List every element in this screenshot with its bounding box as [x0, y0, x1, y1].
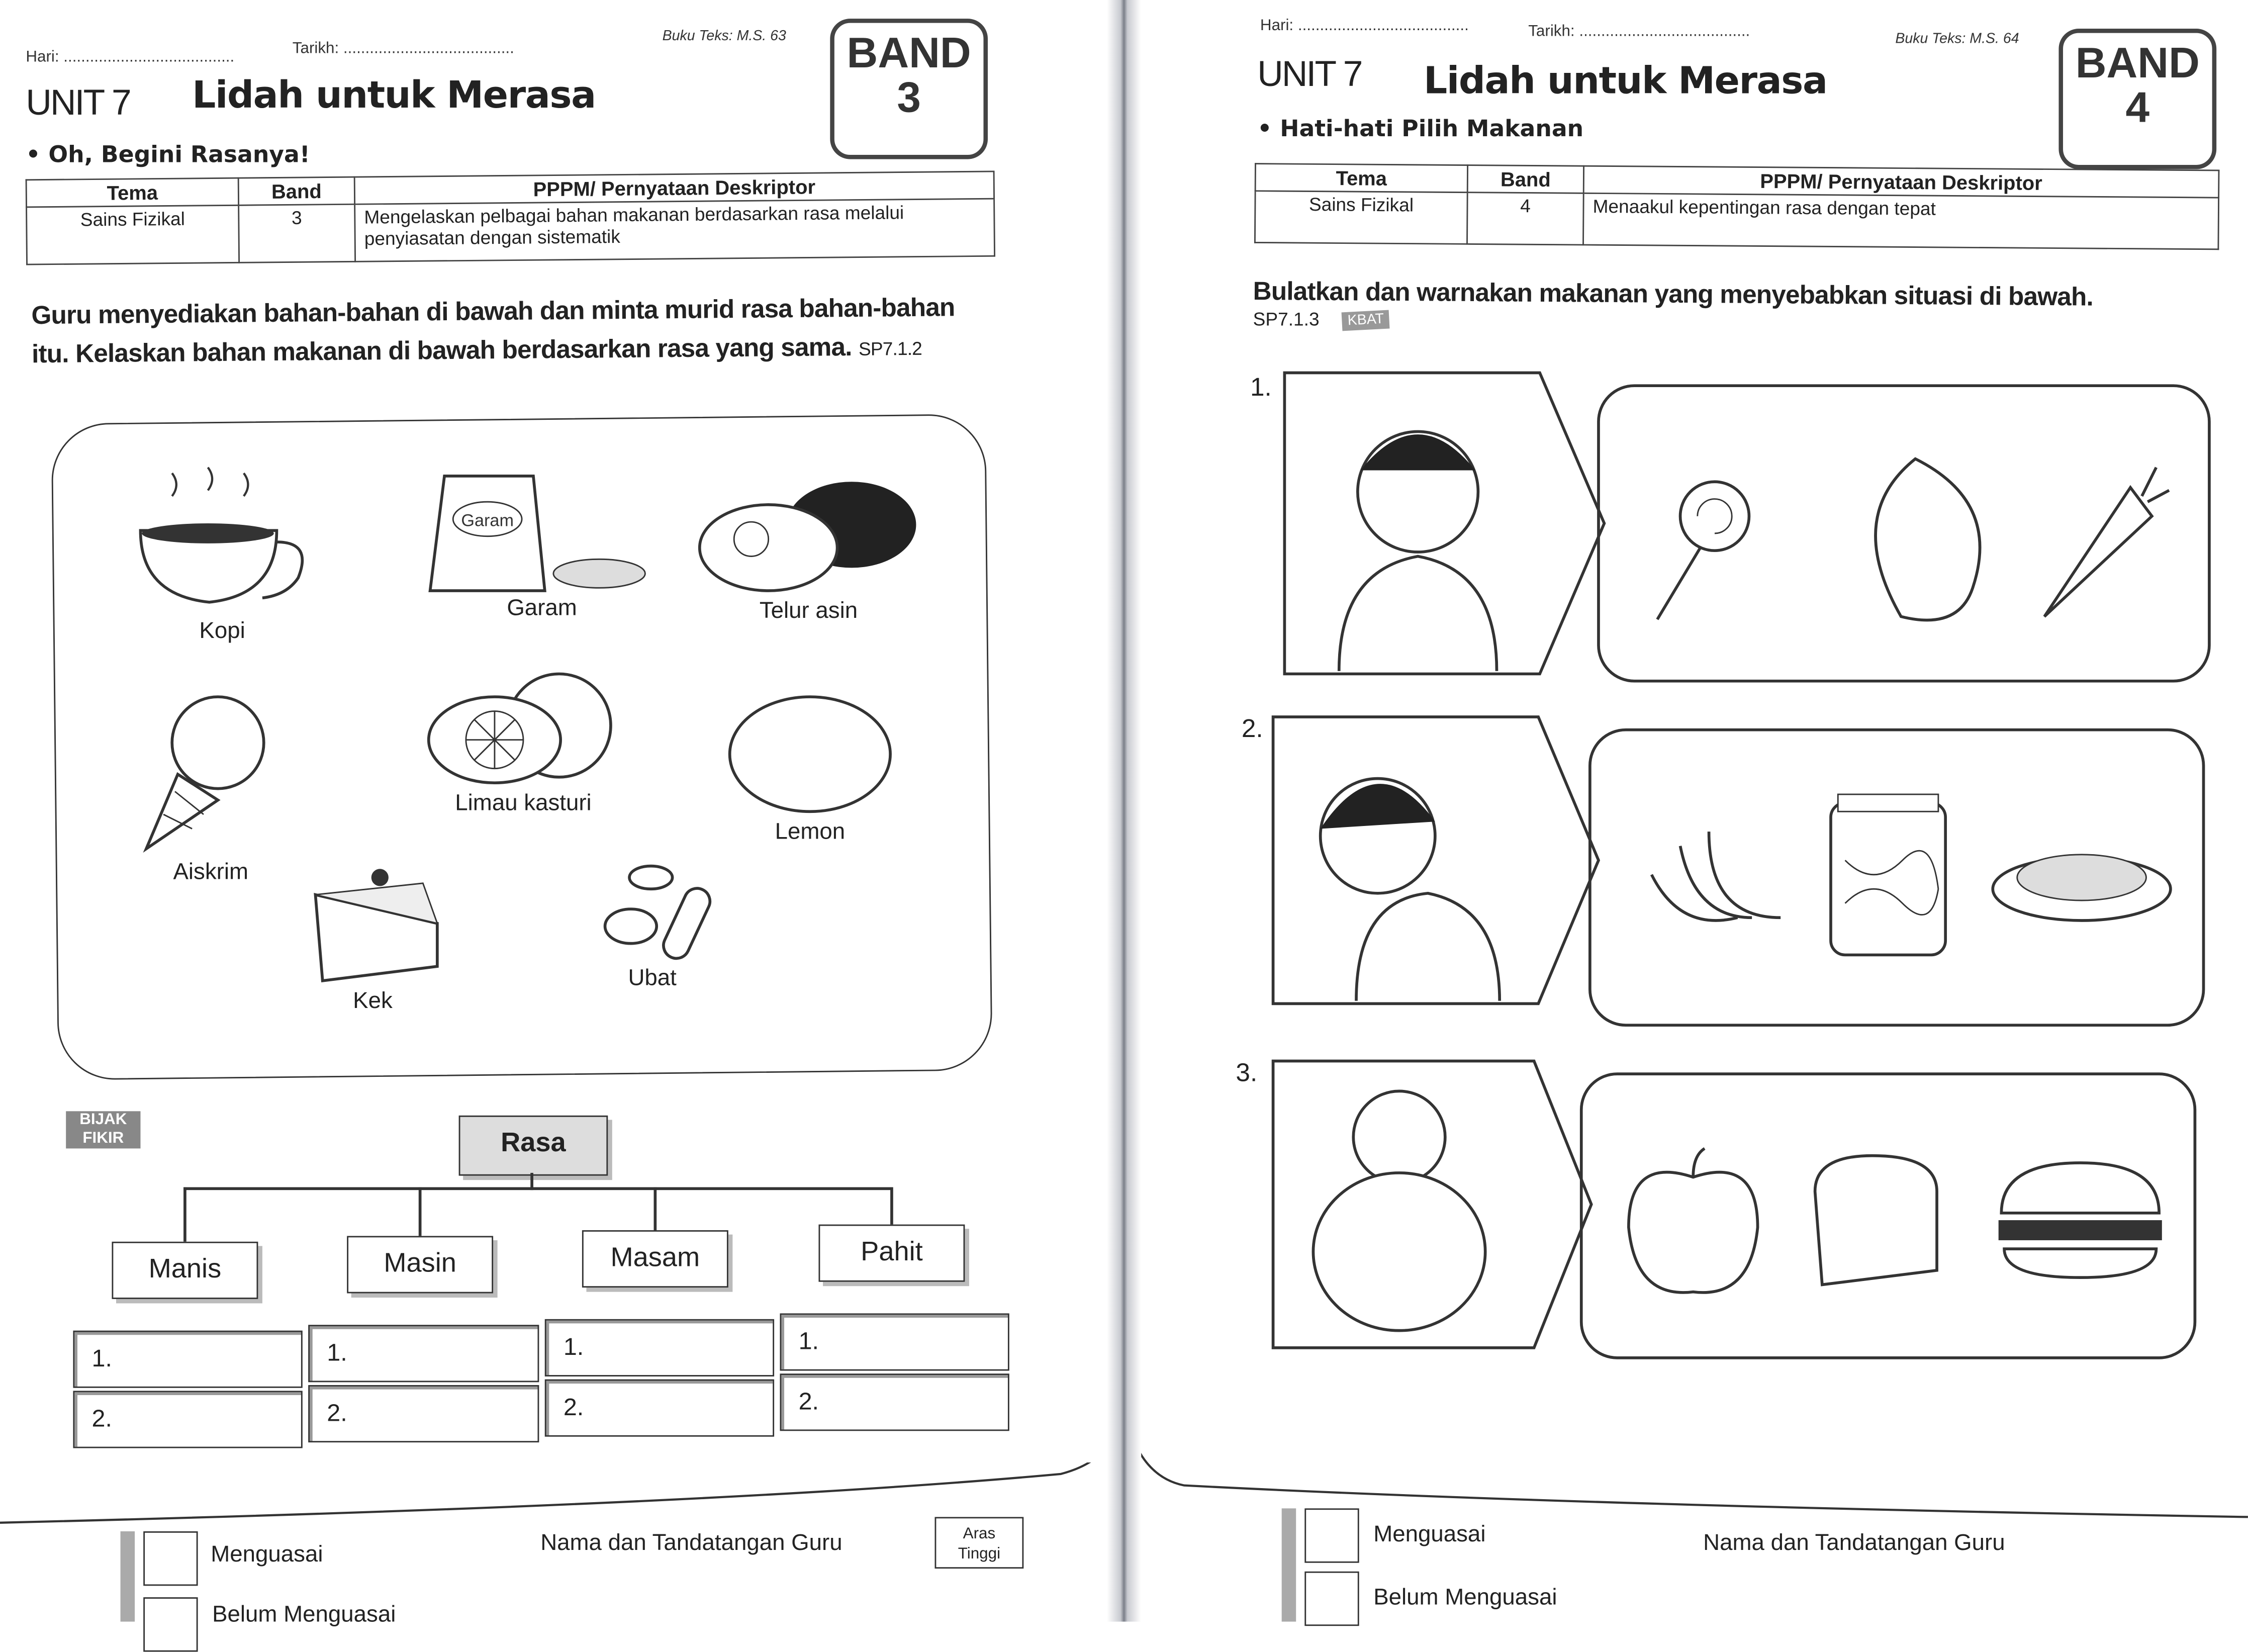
unit-label: UNIT 7 — [26, 83, 130, 124]
kbat-badge: KBAT — [1342, 310, 1390, 331]
answer-masin-1[interactable]: 1. — [308, 1325, 539, 1382]
mastered-label: Menguasai — [1373, 1522, 1486, 1547]
footer-bar — [121, 1531, 135, 1622]
cell-band: 3 — [239, 204, 355, 262]
category-masam: Masam — [582, 1230, 728, 1288]
textbook-reference: Buku Teks: M.S. 64 — [1895, 31, 2019, 48]
book-gutter — [1107, 0, 1141, 1622]
teacher-signature-label: Nama dan Tandatangan Guru — [1703, 1531, 2005, 1556]
food-label: Limau kasturi — [455, 791, 592, 816]
instruction-text: Guru menyediakan bahan-bahan di bawah dan minta murid rasa bahan-bahan itu. Kelaskan bahan makanan di bawah berdasarkan rasa yang sama. — [31, 293, 955, 369]
carrot-icon[interactable] — [2044, 468, 2169, 617]
aras-tinggi-badge — [935, 1517, 1024, 1569]
category-pahit: Pahit — [818, 1225, 965, 1282]
header-band: Band — [1467, 165, 1583, 194]
subtitle: • Hati-hati Pilih Makanan — [1257, 115, 1584, 142]
food-label: Ubat — [628, 966, 677, 991]
food-row-2 — [1623, 789, 2182, 961]
mastered-checkbox[interactable] — [1304, 1508, 1359, 1563]
not-mastered-label: Belum Menguasai — [1373, 1586, 1557, 1610]
cake-icon — [301, 866, 444, 987]
question-number: 1. — [1250, 373, 1272, 402]
header-tema: Tema — [1255, 164, 1467, 193]
cell-band: 4 — [1467, 193, 1583, 245]
answer-manis-1[interactable]: 1. — [73, 1331, 302, 1388]
lime-icon — [416, 668, 631, 789]
salt-bag-icon — [427, 462, 657, 593]
answer-manis-2[interactable]: 2. — [73, 1391, 302, 1448]
instruction: Bulatkan dan warnakan makanan yang menyebabkan situasi di bawah. — [1253, 277, 2094, 312]
cell-tema: Sains Fizikal — [1255, 191, 1467, 244]
food-telur-asin — [694, 473, 923, 625]
food-garam — [427, 462, 657, 622]
salt-bag-label: Garam — [461, 511, 514, 530]
hari-field[interactable]: Hari: ....................................... — [1260, 17, 1469, 35]
apple-icon[interactable] — [1629, 1148, 1758, 1292]
band-number: 3 — [897, 74, 921, 122]
sp-code: SP7.1.3 — [1253, 308, 1320, 330]
food-kek — [301, 866, 444, 1016]
food-label: Telur asin — [759, 599, 858, 624]
page-title: Lidah untuk Merasa — [1424, 60, 1827, 104]
hari-field[interactable]: Hari: ....................................... — [26, 48, 235, 66]
salted-egg-icon — [694, 473, 923, 596]
header-descriptor: PPPM/ Pernyataan Deskriptor — [1583, 166, 2219, 198]
tree-connector — [183, 1187, 892, 1190]
situation-stomachache — [1270, 714, 1606, 1006]
level-line: Aras — [963, 1525, 996, 1543]
food-kopi — [129, 459, 316, 646]
band-number: 4 — [2125, 84, 2150, 132]
coffee-cup-icon — [129, 459, 316, 617]
cell-descriptor: Menaakul kepentingan rasa dengan tepat — [1583, 193, 2218, 249]
pickle-jar-icon[interactable] — [1831, 794, 1945, 955]
tarikh-field[interactable]: Tarikh: ....................................... — [1528, 23, 1750, 40]
cell-tema: Sains Fizikal — [27, 205, 239, 264]
subtitle-text: Oh, Begini Rasanya! — [48, 140, 310, 168]
sp-code: SP7.1.2 — [858, 337, 922, 360]
descriptor-table — [26, 171, 995, 265]
burger-icon[interactable] — [1999, 1163, 2162, 1277]
bijak-fikir-badge — [66, 1111, 140, 1148]
answer-pahit-1[interactable]: 1. — [780, 1313, 1009, 1370]
tree-root-rasa: Rasa — [459, 1116, 608, 1176]
answer-masam-2[interactable]: 2. — [545, 1380, 774, 1437]
tarikh-field[interactable]: Tarikh: ....................................... — [292, 40, 514, 58]
unit-label: UNIT 7 — [1257, 54, 1362, 95]
answer-masin-2[interactable]: 2. — [308, 1385, 539, 1442]
bread-icon[interactable] — [1815, 1156, 1937, 1285]
tree-connector — [890, 1187, 893, 1224]
candy-icon[interactable] — [1657, 482, 1749, 619]
right-page — [1141, 0, 2248, 1622]
situation-toothache — [1282, 370, 1612, 677]
food-label: Kopi — [199, 619, 245, 644]
category-masin: Masin — [347, 1236, 493, 1293]
spinach-icon[interactable] — [1876, 459, 1980, 620]
band-word: BAND — [847, 30, 971, 78]
footer-bar — [1282, 1508, 1296, 1621]
instruction — [31, 289, 978, 376]
subtitle: • Oh, Begini Rasanya! — [26, 140, 310, 168]
mastered-checkbox[interactable] — [143, 1531, 198, 1586]
cell-descriptor: Mengelaskan pelbagai bahan makanan berdasarkan rasa melalui penyiasatan dengan sistematik — [355, 199, 995, 261]
badge-line: BIJAK — [79, 1111, 127, 1129]
ice-cream-icon — [132, 685, 290, 857]
band-badge — [830, 19, 988, 159]
food-label: Lemon — [775, 820, 846, 845]
question-number: 3. — [1236, 1058, 1258, 1087]
band-word: BAND — [2075, 40, 2200, 87]
rice-plate-icon[interactable] — [1993, 855, 2171, 921]
food-label: Garam — [507, 596, 577, 621]
band-badge — [2058, 29, 2216, 169]
left-page — [0, 0, 1118, 1628]
not-mastered-checkbox[interactable] — [143, 1597, 198, 1651]
badge-line: FIKIR — [82, 1130, 124, 1147]
lemon-icon — [717, 691, 903, 817]
answer-pahit-2[interactable]: 2. — [780, 1373, 1009, 1431]
food-label: Kek — [353, 989, 393, 1014]
category-manis: Manis — [112, 1242, 258, 1299]
situation-obesity — [1270, 1058, 1600, 1356]
food-row-3 — [1614, 1141, 2173, 1299]
food-aiskrim — [132, 685, 290, 886]
subtitle-text: Hati-hati Pilih Makanan — [1280, 115, 1584, 142]
answer-masam-1[interactable]: 1. — [545, 1319, 774, 1376]
teacher-signature-label: Nama dan Tandatangan Guru — [540, 1531, 842, 1556]
not-mastered-label: Belum Menguasai — [212, 1603, 396, 1628]
descriptor-table — [1254, 163, 2219, 250]
medicine-pills-icon — [588, 863, 717, 964]
header-tema: Tema — [26, 178, 239, 207]
food-label: Aiskrim — [173, 860, 249, 885]
tree-connector — [183, 1187, 186, 1241]
tree-connector — [419, 1187, 422, 1236]
food-row-1 — [1629, 444, 2188, 631]
food-lemon — [717, 691, 903, 846]
textbook-reference: Buku Teks: M.S. 63 — [662, 29, 786, 45]
food-ubat — [588, 863, 717, 992]
header-band: Band — [238, 177, 354, 205]
not-mastered-checkbox[interactable] — [1304, 1572, 1359, 1626]
banana-icon[interactable] — [1652, 832, 1781, 921]
mastered-label: Menguasai — [211, 1542, 323, 1568]
page-title: Lidah untuk Merasa — [192, 74, 596, 118]
level-line: Tinggi — [958, 1545, 1001, 1563]
tree-connector — [654, 1187, 657, 1230]
question-number: 2. — [1241, 714, 1263, 743]
food-limau-kasturi — [416, 668, 631, 817]
header-descriptor: PPPM/ Pernyataan Deskriptor — [354, 171, 994, 204]
